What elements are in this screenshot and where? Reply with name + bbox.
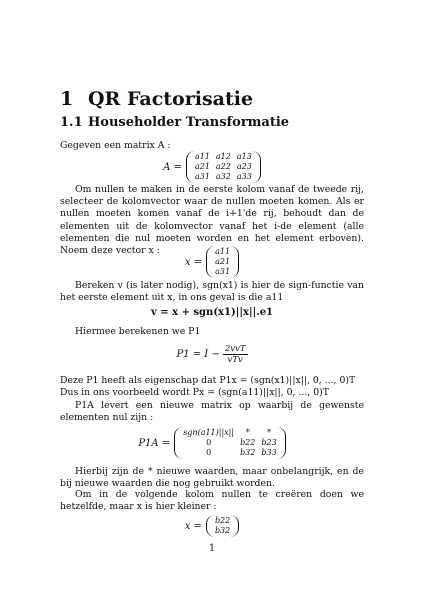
page-number: 1: [208, 543, 216, 554]
subsection-title: Householder Transformatie: [88, 115, 290, 130]
p1-denominator: vTv: [227, 354, 243, 365]
matrix-a-equation: [60, 148, 364, 186]
p1a-cell: b22: [240, 438, 256, 447]
vector-x-cell: a11: [215, 247, 231, 256]
vector-x-cell: a21: [215, 257, 231, 266]
p1a-matrix: [174, 427, 286, 459]
p1a-cell: 0: [206, 438, 212, 447]
vector-x2-cell: b32: [214, 526, 231, 535]
new-values-paragraph: Hierbij zijn de * nieuwe waarden, maar onbelangrijk, en de bij nieuwe waarden die nog gebruikt worden.: [60, 466, 364, 490]
matrix-a-cell: a22: [215, 162, 231, 171]
p1a-cell: b23: [261, 438, 277, 447]
matrix-a-cell: a11: [194, 152, 210, 161]
vector-x2-cell: b22: [214, 516, 231, 525]
p1-fraction: [223, 344, 248, 365]
matrix-a-cell: a12: [215, 152, 231, 161]
select-column-paragraph: Om nullen te maken in de eerste kolom vanaf de tweede rij, selecteer de kolomvector waar de nullen moeten komen. Als er nullen moeten komen vanaf de i+1'de rij, behoudt dan de elementen uit de kolomvector vanaf het i-de element (alle elementen die nul moeten worden en het element erboven). Noem deze vector x :: [60, 184, 364, 257]
v-equation-text: v = x + sgn(x1)||x||.e1: [150, 306, 274, 318]
matrix-a: [186, 151, 261, 183]
vector-x-cell: a31: [215, 267, 231, 276]
intro-paragraph: Gegeven een matrix A :: [60, 140, 171, 151]
p1-lhs: P1 = I −: [176, 348, 220, 360]
p1a-cell: sgn(a11)||x||: [183, 428, 235, 437]
matrix-a-cell: a23: [236, 162, 252, 171]
section-number: 1: [60, 88, 74, 110]
matrix-a-cell: a21: [194, 162, 210, 171]
p1a-cell: b33: [261, 448, 277, 457]
p1a-lhs: P1A =: [138, 437, 171, 449]
vector-x2: [206, 515, 239, 537]
p1a-cell: 0: [206, 448, 212, 457]
section-heading: [60, 88, 253, 110]
matrix-a-cell: a13: [236, 152, 252, 161]
vector-x2-equation: [60, 513, 364, 539]
v-equation: [60, 305, 364, 319]
p1-numerator: 2vvT: [224, 343, 246, 354]
compute-v-paragraph: Bereken v (is later nodig), sgn(x1) is hier de sign-functie van het eerste element uit x, in ons geval is die a11: [60, 280, 364, 304]
vector-x-lhs: x =: [184, 256, 203, 268]
vector-x2-lhs: x =: [184, 520, 202, 532]
matrix-a-cell: a33: [236, 172, 252, 181]
vector-x-equation: [60, 244, 364, 280]
matrix-a-lhs: A =: [163, 161, 182, 173]
section-title: QR Factorisatie: [88, 88, 254, 110]
p1-equation: [60, 340, 364, 368]
subsection-number: 1.1: [60, 115, 83, 130]
example-line: Dus in ons voorbeeld wordt Px = (sgn(a11)||x||, 0, ..., 0)T: [60, 387, 329, 398]
p1a-paragraph: P1A levert een nieuwe matrix op waarbij de gewenste elementen nul zijn :: [60, 400, 364, 424]
p1a-equation: [60, 424, 364, 462]
matrix-a-cell: a32: [215, 172, 231, 181]
p1a-cell: b32: [240, 448, 256, 457]
p1a-cell: *: [267, 428, 272, 437]
subsection-heading: [60, 115, 289, 130]
compute-p1-paragraph: Hiermee berekenen we P1: [75, 326, 201, 337]
next-column-paragraph: Om in de volgende kolom nullen te creëren doen we hetzelfde, maar x is hier kleiner :: [60, 489, 364, 513]
matrix-a-cell: a31: [194, 172, 210, 181]
p1-property-line: Deze P1 heeft als eigenschap dat P1x = (sgn(x1)||x||, 0, ..., 0)T: [60, 375, 356, 386]
vector-x: [206, 246, 239, 278]
p1a-cell: *: [245, 428, 250, 437]
